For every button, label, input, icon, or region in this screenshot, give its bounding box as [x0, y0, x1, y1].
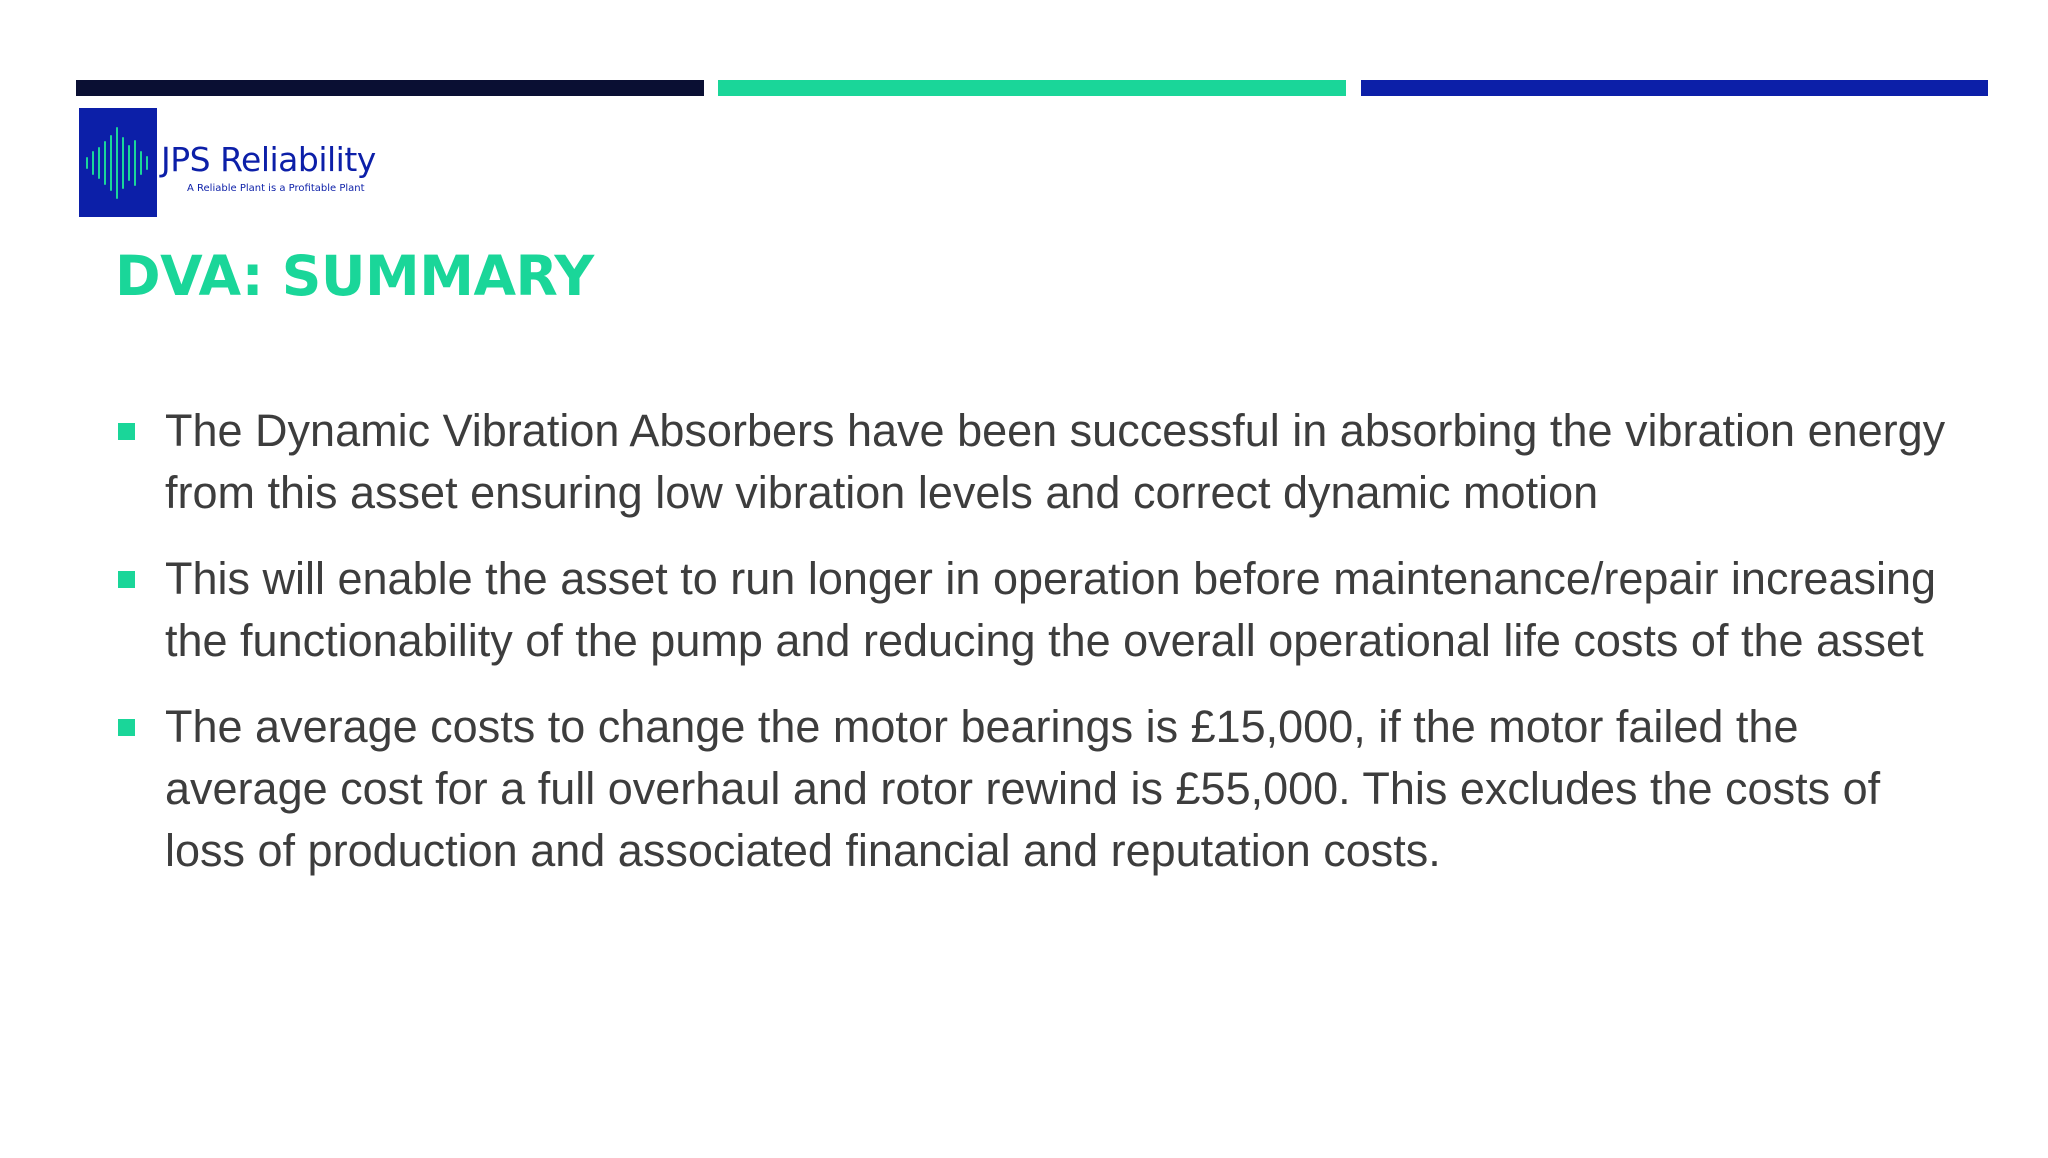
slide-title: DVA: SUMMARY [115, 244, 594, 308]
bullet-text: The average costs to change the motor bearings is £15,000, if the motor failed the average cost for a full overhaul and rotor rewind is £55,000. This excludes the costs of loss of production and associated financial and reputation costs. [165, 701, 1881, 876]
bullet-item [115, 548, 1955, 672]
bullet-list [115, 400, 1955, 906]
header-bar-dark [76, 80, 704, 96]
bullet-item [115, 400, 1955, 524]
header-bar-green [718, 80, 1346, 96]
bullet-text: This will enable the asset to run longer in operation before maintenance/repair increasing the functionability of the pump and reducing the overall operational life costs of the asset [165, 553, 1937, 666]
logo-tagline: A Reliable Plant is a Profitable Plant [187, 183, 365, 194]
square-bullet-icon [118, 571, 135, 588]
company-logo [79, 108, 389, 218]
square-bullet-icon [118, 423, 135, 440]
square-bullet-icon [118, 719, 135, 736]
header-bar-blue [1361, 80, 1988, 96]
logo-box [79, 108, 157, 217]
bullet-item [115, 696, 1955, 882]
bullet-text: The Dynamic Vibration Absorbers have been successful in absorbing the vibration energy from this asset ensuring low vibration levels and correct dynamic motion [165, 405, 1946, 518]
waveform-icon [79, 108, 157, 217]
logo-name: JPS Reliability [161, 140, 376, 179]
